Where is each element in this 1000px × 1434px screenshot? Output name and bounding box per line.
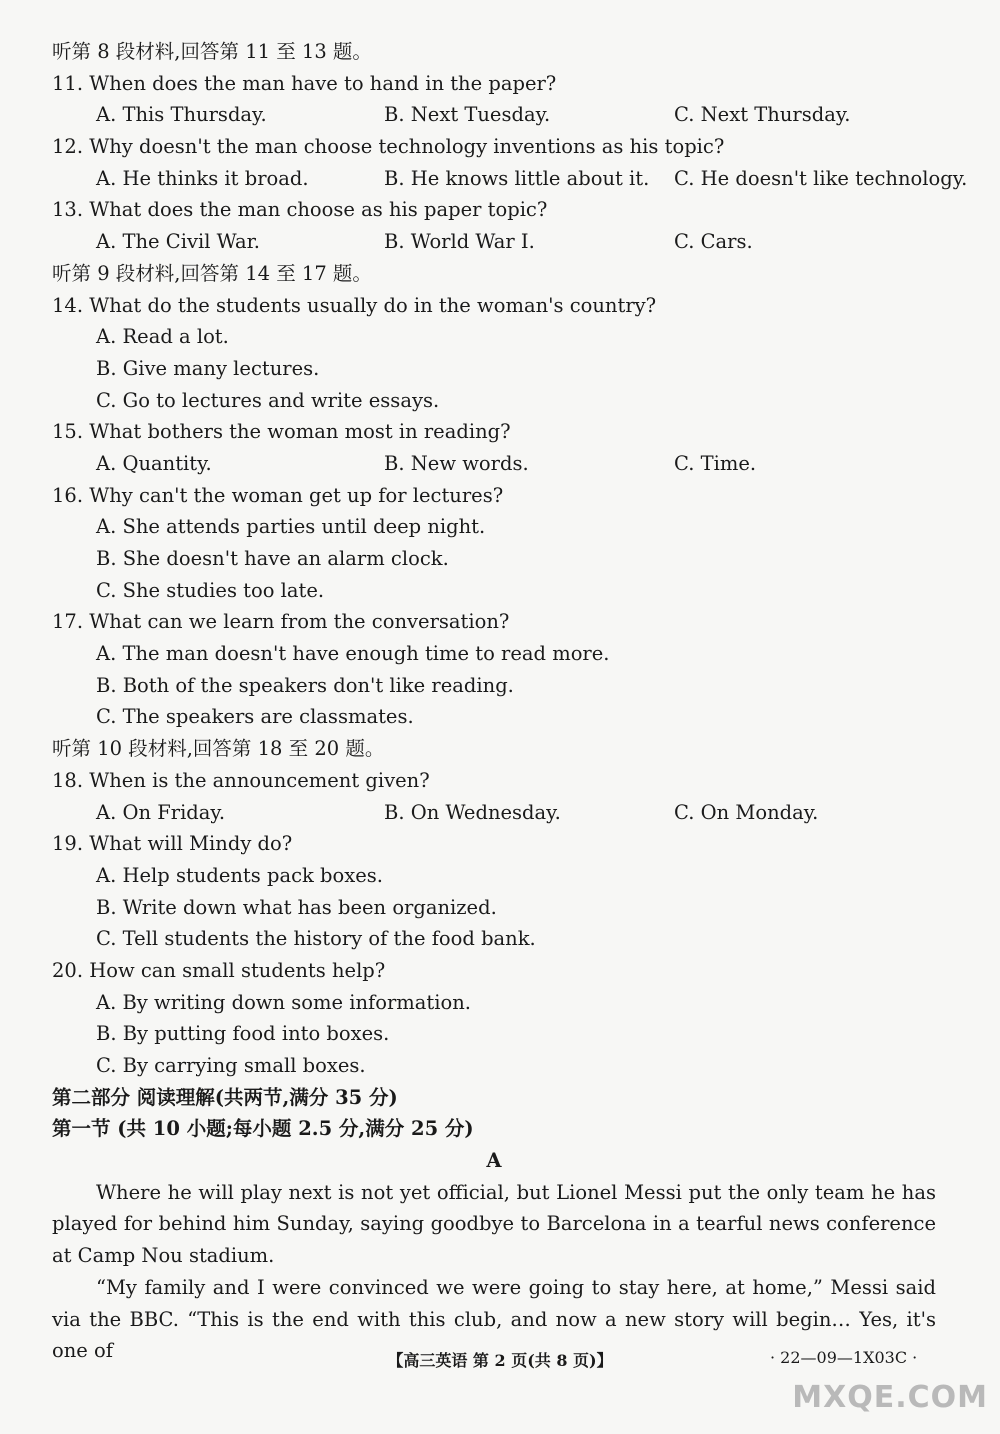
option-a: A. The Civil War. [96,230,260,254]
option-line: C. The speakers are classmates. [96,705,414,729]
option-b: B. He knows little about it. [384,166,650,190]
question: 17. What can we learn from the conversation? [52,610,510,634]
passage-paragraph: Where he will play next is not yet official, but Lionel Messi put the only team he has played for behind him Sunday, saying goodbye to Barcelona in a tearful news conference at Camp Nou stadium. [52,1180,936,1268]
section-heading: 听第 10 段材料,回答第 18 至 20 题。 [52,737,385,761]
question: 19. What will Mindy do? [52,832,293,856]
option-a: A. This Thursday. [96,103,267,127]
part-heading: 第一节 (共 10 小题;每小题 2.5 分,满分 25 分) [52,1117,474,1141]
option-line: B. Write down what has been organized. [96,895,497,919]
passage-label: A [486,1149,502,1173]
question: 16. Why can't the woman get up for lectures? [52,483,504,507]
option-line: C. Go to lectures and write essays. [96,388,440,412]
footer-code: · 22—09—1X03C · [770,1348,918,1367]
option-a: A. Quantity. [96,451,212,475]
option-row [52,99,936,131]
option-line: C. Tell students the history of the food bank. [96,927,536,951]
question: 20. How can small students help? [52,958,386,982]
option-row [52,448,936,480]
section-heading: 听第 9 段材料,回答第 14 至 17 题。 [52,261,372,285]
option-b: B. On Wednesday. [384,800,561,824]
watermark-logo: MXQE.COM [792,1380,988,1415]
option-c: C. On Monday. [674,800,819,824]
option-line: C. She studies too late. [96,578,325,602]
option-a: A. He thinks it broad. [96,166,309,190]
question: 15. What bothers the woman most in reading? [52,420,511,444]
option-line: B. Give many lectures. [96,356,320,380]
option-row [52,163,968,195]
part-heading: 第二部分 阅读理解(共两节,满分 35 分) [52,1085,398,1109]
option-c: C. Cars. [674,230,753,254]
option-line: C. By carrying small boxes. [96,1054,366,1077]
option-c: C. Next Thursday. [674,103,851,127]
option-line: A. Read a lot. [96,325,229,349]
option-c: C. Time. [674,451,757,475]
option-a: A. On Friday. [96,800,226,824]
option-line: A. Help students pack boxes. [96,863,383,887]
option-line: A. By writing down some information. [96,990,471,1014]
option-line: A. The man doesn't have enough time to read more. [96,642,610,666]
question: 13. What does the man choose as his paper topic? [52,198,548,222]
option-b: B. World War Ⅰ. [384,230,535,254]
passage-paragraph: “My family and I were convinced we were going to stay here, at home,” Messi said via the BBC. “This is the end with this club, and now a new story will begin… Yes, it's one of [52,1275,936,1363]
option-line: B. Both of the speakers don't like reading. [96,673,514,697]
option-line: B. She doesn't have an alarm clock. [96,547,449,570]
question: 18. When is the announcement given? [52,768,430,792]
option-row [52,226,936,258]
question: 14. What do the students usually do in the woman's country? [52,293,657,317]
footer-title: 【高三英语 第 2 页(共 8 页)】 [387,1351,613,1370]
page-content [52,36,968,1367]
option-row [52,797,936,829]
option-line: B. By putting food into boxes. [96,1022,390,1046]
page-footer [0,1348,1000,1378]
option-line: A. She attends parties until deep night. [96,515,486,539]
option-b: B. New words. [384,451,529,475]
option-b: B. Next Tuesday. [384,103,551,127]
question: 12. Why doesn't the man choose technology inventions as his topic? [52,135,725,159]
question: 11. When does the man have to hand in the paper? [52,71,557,95]
option-c: C. He doesn't like technology. [674,166,968,190]
section-heading: 听第 8 段材料,回答第 11 至 13 题。 [52,40,372,63]
